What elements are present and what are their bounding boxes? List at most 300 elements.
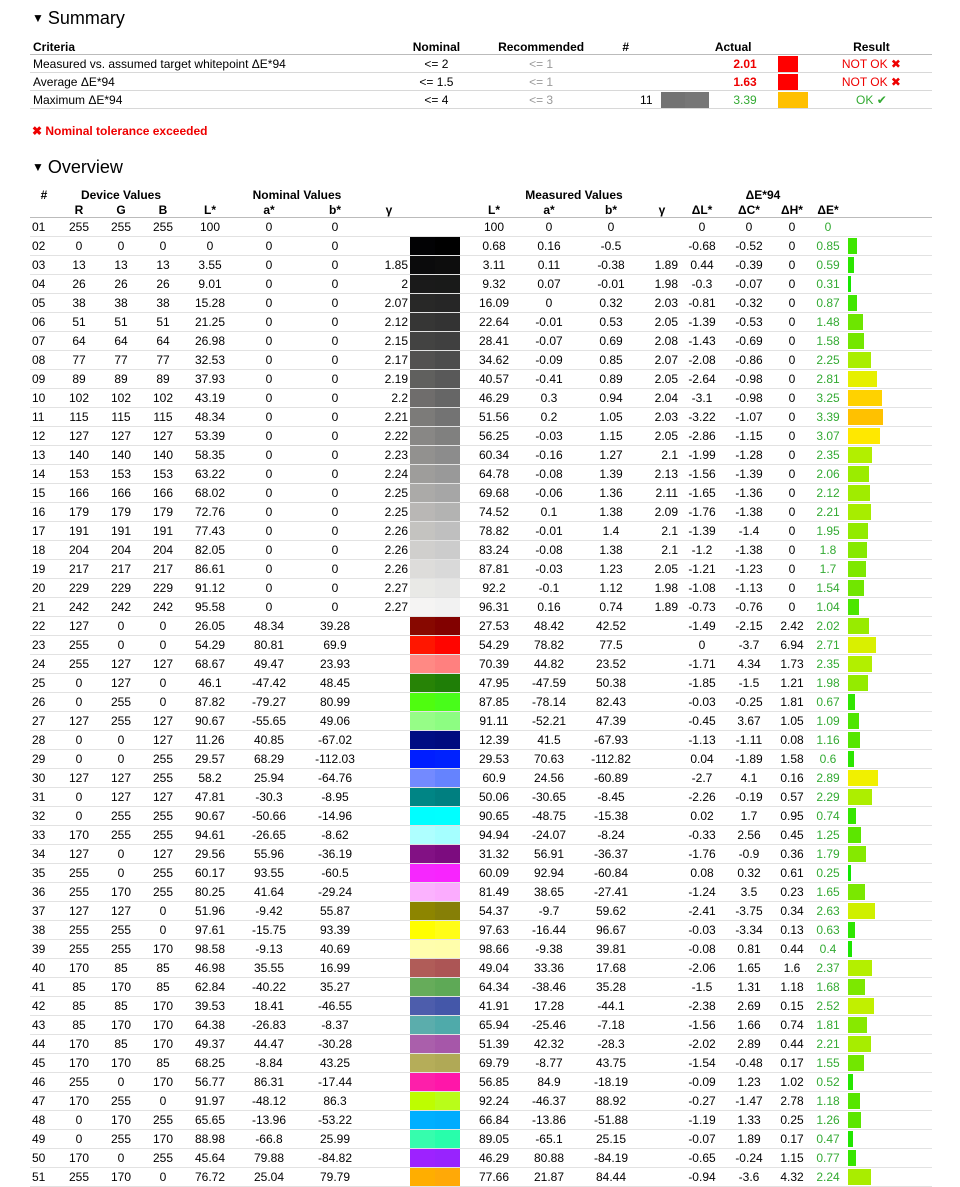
measured-gamma: 2.08 bbox=[644, 332, 680, 351]
measured-l: 27.53 bbox=[468, 617, 520, 636]
delta-h: 0.08 bbox=[774, 731, 810, 750]
measured-gamma: 2.05 bbox=[644, 370, 680, 389]
patch-number: 44 bbox=[30, 1035, 58, 1054]
overview-row bbox=[30, 560, 932, 579]
delta-e-header: ΔE*94 bbox=[745, 187, 781, 202]
measured-a: -78.14 bbox=[520, 693, 578, 712]
nominal-a: -8.84 bbox=[236, 1054, 302, 1073]
measured-l: 87.81 bbox=[468, 560, 520, 579]
nominal-a: 0 bbox=[236, 503, 302, 522]
measured-b: -84.19 bbox=[578, 1149, 644, 1168]
measured-color-swatch bbox=[410, 826, 435, 844]
delta-e: 1.16 bbox=[810, 731, 846, 750]
measured-b: 42.52 bbox=[578, 617, 644, 636]
delta-e-bar bbox=[848, 979, 865, 995]
color-swatch-cell bbox=[410, 446, 468, 465]
nominal-gamma bbox=[368, 674, 410, 693]
delta-c: 4.34 bbox=[724, 655, 774, 674]
nominal-a: 0 bbox=[236, 465, 302, 484]
patch-number: 26 bbox=[30, 693, 58, 712]
measured-a: 21.87 bbox=[520, 1168, 578, 1187]
overview-row bbox=[30, 446, 932, 465]
delta-h: 0 bbox=[774, 541, 810, 560]
device-r: 170 bbox=[58, 959, 100, 978]
delta-e-bar bbox=[848, 295, 857, 311]
nominal-a: 0 bbox=[236, 446, 302, 465]
delta-l: -2.64 bbox=[680, 370, 724, 389]
nominal-b: -29.24 bbox=[302, 883, 368, 902]
nominal-l: 72.76 bbox=[184, 503, 236, 522]
nominal-l: 51.96 bbox=[184, 902, 236, 921]
patch-number: 01 bbox=[30, 218, 58, 237]
delta-h: 0 bbox=[774, 237, 810, 256]
delta-h: 0.57 bbox=[774, 788, 810, 807]
nominal-color-swatch bbox=[435, 864, 460, 882]
nominal-l: 97.61 bbox=[184, 921, 236, 940]
delta-e-bar-cell bbox=[846, 788, 932, 807]
recommended-cell: <= 1 bbox=[486, 55, 596, 73]
measured-color-swatch bbox=[410, 940, 435, 958]
delta-e: 2.35 bbox=[810, 655, 846, 674]
delta-e-bar bbox=[848, 333, 864, 349]
delta-h: 0 bbox=[774, 408, 810, 427]
delta-l: -2.06 bbox=[680, 959, 724, 978]
device-g: 204 bbox=[100, 541, 142, 560]
measured-b: 1.38 bbox=[578, 503, 644, 522]
color-swatch-cell bbox=[410, 674, 468, 693]
delta-h: 0 bbox=[774, 579, 810, 598]
color-swatch-cell bbox=[410, 978, 468, 997]
delta-c: 1.31 bbox=[724, 978, 774, 997]
measured-l: 51.39 bbox=[468, 1035, 520, 1054]
patch-number: 33 bbox=[30, 826, 58, 845]
device-b: 255 bbox=[142, 807, 184, 826]
measured-b: 77.5 bbox=[578, 636, 644, 655]
measured-l: 98.66 bbox=[468, 940, 520, 959]
device-r: 64 bbox=[58, 332, 100, 351]
device-g: 13 bbox=[100, 256, 142, 275]
color-swatch-cell bbox=[410, 503, 468, 522]
nominal-color-swatch bbox=[435, 788, 460, 806]
nominal-color-swatch bbox=[435, 522, 460, 540]
device-g: 38 bbox=[100, 294, 142, 313]
measured-a: -48.75 bbox=[520, 807, 578, 826]
delta-e-bar bbox=[848, 808, 856, 824]
overview-section-title[interactable] bbox=[32, 157, 123, 178]
delta-e: 1.98 bbox=[810, 674, 846, 693]
count-swatch-cell bbox=[656, 73, 716, 91]
nominal-color-swatch bbox=[435, 1111, 460, 1129]
delta-e: 2.63 bbox=[810, 902, 846, 921]
device-b: 115 bbox=[142, 408, 184, 427]
measured-b: -8.45 bbox=[578, 788, 644, 807]
device-r: 255 bbox=[58, 655, 100, 674]
device-g: 127 bbox=[100, 769, 142, 788]
device-b: 255 bbox=[142, 218, 184, 237]
measured-l: 90.65 bbox=[468, 807, 520, 826]
measured-l: 60.9 bbox=[468, 769, 520, 788]
delta-e-bar-cell bbox=[846, 237, 932, 256]
device-g: 127 bbox=[100, 902, 142, 921]
delta-e-bar-cell bbox=[846, 731, 932, 750]
delta-c: -0.48 bbox=[724, 1054, 774, 1073]
delta-e-bar bbox=[848, 884, 865, 900]
nominal-b: -36.19 bbox=[302, 845, 368, 864]
delta-e: 0.52 bbox=[810, 1073, 846, 1092]
nominal-gamma: 2.19 bbox=[368, 370, 410, 389]
device-b: 204 bbox=[142, 541, 184, 560]
delta-e-bar bbox=[848, 998, 874, 1014]
collapse-triangle-icon[interactable]: ▼ bbox=[32, 11, 44, 25]
measured-b: 25.15 bbox=[578, 1130, 644, 1149]
delta-c: 1.23 bbox=[724, 1073, 774, 1092]
summary-body bbox=[30, 55, 932, 109]
measured-color-swatch bbox=[410, 275, 435, 293]
overview-body bbox=[30, 218, 932, 1187]
nominal-a: 0 bbox=[236, 579, 302, 598]
nominal-gamma: 2.07 bbox=[368, 294, 410, 313]
device-r: 204 bbox=[58, 541, 100, 560]
measured-a: -25.46 bbox=[520, 1016, 578, 1035]
delta-e-bar bbox=[848, 770, 878, 786]
delta-c: 2.89 bbox=[724, 1035, 774, 1054]
measured-gamma: 1.98 bbox=[644, 275, 680, 294]
patch-number: 40 bbox=[30, 959, 58, 978]
summary-section-title[interactable] bbox=[32, 8, 125, 29]
col-header-delta-c: ΔC* bbox=[724, 202, 774, 218]
nominal-color-swatch bbox=[435, 997, 460, 1015]
delta-l: -0.03 bbox=[680, 693, 724, 712]
device-b: 13 bbox=[142, 256, 184, 275]
measured-l: 49.04 bbox=[468, 959, 520, 978]
overview-row bbox=[30, 674, 932, 693]
delta-e-bar bbox=[848, 542, 867, 558]
device-r: 0 bbox=[58, 731, 100, 750]
summary-title-text: Summary bbox=[47, 8, 125, 28]
measured-b: 0.89 bbox=[578, 370, 644, 389]
delta-c: 2.56 bbox=[724, 826, 774, 845]
nominal-a: 0 bbox=[236, 313, 302, 332]
delta-e: 0.87 bbox=[810, 294, 846, 313]
delta-e-bar-cell bbox=[846, 807, 932, 826]
delta-h: 0.23 bbox=[774, 883, 810, 902]
delta-l: -1.43 bbox=[680, 332, 724, 351]
measured-gamma: 1.89 bbox=[644, 598, 680, 617]
nominal-l: 29.57 bbox=[184, 750, 236, 769]
device-b: 26 bbox=[142, 275, 184, 294]
delta-e: 0 bbox=[810, 218, 846, 237]
delta-c: -1.23 bbox=[724, 560, 774, 579]
delta-h: 0.74 bbox=[774, 1016, 810, 1035]
delta-h: 2.78 bbox=[774, 1092, 810, 1111]
measured-values-header: Measured Values bbox=[525, 187, 623, 202]
patch-number: 43 bbox=[30, 1016, 58, 1035]
delta-e: 3.39 bbox=[810, 408, 846, 427]
nominal-b: -60.5 bbox=[302, 864, 368, 883]
device-r: 255 bbox=[58, 1073, 100, 1092]
delta-l: -3.22 bbox=[680, 408, 724, 427]
delta-c: 1.33 bbox=[724, 1111, 774, 1130]
measured-b: 0.85 bbox=[578, 351, 644, 370]
color-swatch-cell bbox=[410, 1016, 468, 1035]
measured-a: -13.86 bbox=[520, 1111, 578, 1130]
measured-color-swatch bbox=[410, 1168, 435, 1186]
delta-l: -0.81 bbox=[680, 294, 724, 313]
nominal-l: 32.53 bbox=[184, 351, 236, 370]
nominal-a: 0 bbox=[236, 370, 302, 389]
nominal-b: -53.22 bbox=[302, 1111, 368, 1130]
nominal-l: 53.39 bbox=[184, 427, 236, 446]
device-g: 85 bbox=[100, 959, 142, 978]
device-b: 0 bbox=[142, 617, 184, 636]
device-g: 89 bbox=[100, 370, 142, 389]
device-g: 255 bbox=[100, 1130, 142, 1149]
nominal-b: 86.3 bbox=[302, 1092, 368, 1111]
summary-row bbox=[30, 73, 932, 91]
nominal-b: 93.39 bbox=[302, 921, 368, 940]
device-r: 0 bbox=[58, 1111, 100, 1130]
nominal-l: 76.72 bbox=[184, 1168, 236, 1187]
delta-e: 1.55 bbox=[810, 1054, 846, 1073]
measured-b: 59.62 bbox=[578, 902, 644, 921]
delta-e-bar-cell bbox=[846, 218, 932, 237]
nominal-gamma bbox=[368, 1073, 410, 1092]
device-b: 170 bbox=[142, 997, 184, 1016]
measured-color-swatch bbox=[410, 864, 435, 882]
device-b: 0 bbox=[142, 237, 184, 256]
measured-a: -0.41 bbox=[520, 370, 578, 389]
nominal-a: 0 bbox=[236, 218, 302, 237]
device-g: 255 bbox=[100, 921, 142, 940]
result-header: Result bbox=[811, 38, 932, 55]
measured-l: 94.94 bbox=[468, 826, 520, 845]
nominal-b: 0 bbox=[302, 218, 368, 237]
nominal-header: Nominal bbox=[387, 38, 486, 55]
device-b: 77 bbox=[142, 351, 184, 370]
device-r: 170 bbox=[58, 1149, 100, 1168]
nominal-values-header: Nominal Values bbox=[252, 187, 342, 202]
device-r: 0 bbox=[58, 750, 100, 769]
delta-c: -1.15 bbox=[724, 427, 774, 446]
delta-h: 0.17 bbox=[774, 1054, 810, 1073]
delta-e: 0.85 bbox=[810, 237, 846, 256]
nominal-color-swatch bbox=[435, 959, 460, 977]
delta-e-bar bbox=[848, 428, 880, 444]
delta-c: 0.32 bbox=[724, 864, 774, 883]
patch-number: 32 bbox=[30, 807, 58, 826]
nominal-color-swatch bbox=[435, 769, 460, 787]
delta-e: 0.74 bbox=[810, 807, 846, 826]
delta-l: -0.3 bbox=[680, 275, 724, 294]
overview-row bbox=[30, 769, 932, 788]
overview-row bbox=[30, 351, 932, 370]
measured-gamma bbox=[644, 940, 680, 959]
delta-l: -1.56 bbox=[680, 465, 724, 484]
delta-h: 0 bbox=[774, 598, 810, 617]
measured-color-swatch bbox=[410, 1092, 435, 1110]
delta-e-bar-cell bbox=[846, 370, 932, 389]
collapse-triangle-icon[interactable]: ▼ bbox=[32, 160, 44, 174]
nominal-color-swatch bbox=[435, 484, 460, 502]
color-swatch-cell bbox=[410, 617, 468, 636]
delta-e: 1.09 bbox=[810, 712, 846, 731]
col-header-nom-b: b* bbox=[302, 202, 368, 218]
measured-a: 0.16 bbox=[520, 237, 578, 256]
nominal-b: 0 bbox=[302, 294, 368, 313]
nominal-l: 68.25 bbox=[184, 1054, 236, 1073]
measured-a: 17.28 bbox=[520, 997, 578, 1016]
nominal-a: 79.88 bbox=[236, 1149, 302, 1168]
measured-gamma bbox=[644, 237, 680, 256]
nominal-a: 0 bbox=[236, 294, 302, 313]
nominal-gamma: 2.26 bbox=[368, 560, 410, 579]
overview-row bbox=[30, 712, 932, 731]
measured-l: 65.94 bbox=[468, 1016, 520, 1035]
device-b: 85 bbox=[142, 1054, 184, 1073]
measured-l: 47.95 bbox=[468, 674, 520, 693]
nominal-a: 0 bbox=[236, 598, 302, 617]
measured-a: 0.1 bbox=[520, 503, 578, 522]
delta-h: 6.94 bbox=[774, 636, 810, 655]
delta-l: -1.24 bbox=[680, 883, 724, 902]
overview-row bbox=[30, 902, 932, 921]
nominal-l: 15.28 bbox=[184, 294, 236, 313]
delta-e-bar bbox=[848, 941, 852, 957]
measured-color-swatch bbox=[410, 1073, 435, 1091]
measured-a: -0.03 bbox=[520, 427, 578, 446]
delta-e-bar bbox=[848, 447, 872, 463]
device-g: 127 bbox=[100, 655, 142, 674]
patch-number: 48 bbox=[30, 1111, 58, 1130]
patch-number: 47 bbox=[30, 1092, 58, 1111]
count-cell: 11 bbox=[596, 91, 656, 109]
measured-l: 87.85 bbox=[468, 693, 520, 712]
delta-c: -0.98 bbox=[724, 389, 774, 408]
delta-c: -3.34 bbox=[724, 921, 774, 940]
delta-h: 1.6 bbox=[774, 959, 810, 978]
nominal-color-swatch bbox=[435, 579, 460, 597]
nominal-l: 9.01 bbox=[184, 275, 236, 294]
measured-gamma bbox=[644, 1168, 680, 1187]
measured-a: -30.65 bbox=[520, 788, 578, 807]
overview-row bbox=[30, 1149, 932, 1168]
delta-c: 0.81 bbox=[724, 940, 774, 959]
measured-a: -9.38 bbox=[520, 940, 578, 959]
delta-e-bar bbox=[848, 751, 854, 767]
measured-l: 50.06 bbox=[468, 788, 520, 807]
delta-h: 0.15 bbox=[774, 997, 810, 1016]
color-swatch-cell bbox=[410, 313, 468, 332]
delta-c: 4.1 bbox=[724, 769, 774, 788]
col-header-meas-a: a* bbox=[520, 202, 578, 218]
measured-color-swatch bbox=[410, 712, 435, 730]
delta-c: -1.4 bbox=[724, 522, 774, 541]
nominal-b: 55.87 bbox=[302, 902, 368, 921]
nominal-a: 35.55 bbox=[236, 959, 302, 978]
nominal-l: 86.61 bbox=[184, 560, 236, 579]
delta-e-bar-cell bbox=[846, 332, 932, 351]
nominal-gamma: 2.2 bbox=[368, 389, 410, 408]
col-header-meas-gamma: γ bbox=[644, 202, 680, 218]
device-b: 51 bbox=[142, 313, 184, 332]
measured-l: 3.11 bbox=[468, 256, 520, 275]
delta-h: 1.73 bbox=[774, 655, 810, 674]
nominal-gamma: 2.25 bbox=[368, 484, 410, 503]
measured-l: 64.34 bbox=[468, 978, 520, 997]
delta-h: 0.13 bbox=[774, 921, 810, 940]
measured-color-swatch bbox=[410, 978, 435, 996]
delta-e-bar-cell bbox=[846, 636, 932, 655]
delta-l: 0 bbox=[680, 636, 724, 655]
count-cell bbox=[596, 55, 656, 73]
device-r: 170 bbox=[58, 1092, 100, 1111]
measured-color-swatch bbox=[410, 294, 435, 312]
nominal-gamma bbox=[368, 1054, 410, 1073]
measured-color-swatch bbox=[410, 598, 435, 616]
delta-h: 0 bbox=[774, 522, 810, 541]
measured-gamma bbox=[644, 845, 680, 864]
measured-a: -9.7 bbox=[520, 902, 578, 921]
patch-number: 39 bbox=[30, 940, 58, 959]
nominal-color-swatch bbox=[435, 389, 460, 407]
delta-e: 1.54 bbox=[810, 579, 846, 598]
measured-a: -0.07 bbox=[520, 332, 578, 351]
measured-l: 89.05 bbox=[468, 1130, 520, 1149]
nominal-l: 90.67 bbox=[184, 807, 236, 826]
nominal-b: -84.82 bbox=[302, 1149, 368, 1168]
measured-l: 46.29 bbox=[468, 389, 520, 408]
device-g: 77 bbox=[100, 351, 142, 370]
delta-e-bar-cell bbox=[846, 598, 932, 617]
nominal-gamma bbox=[368, 845, 410, 864]
measured-b: 84.44 bbox=[578, 1168, 644, 1187]
delta-l: -0.07 bbox=[680, 1130, 724, 1149]
measured-a: 0.07 bbox=[520, 275, 578, 294]
delta-l: -1.85 bbox=[680, 674, 724, 693]
actual-bar-cell bbox=[775, 91, 811, 109]
count-cell bbox=[596, 73, 656, 91]
delta-e-bar-cell bbox=[846, 902, 932, 921]
delta-e-bar-cell bbox=[846, 978, 932, 997]
color-swatch-cell bbox=[410, 1111, 468, 1130]
delta-e: 2.71 bbox=[810, 636, 846, 655]
device-b: 242 bbox=[142, 598, 184, 617]
color-swatch-cell bbox=[410, 826, 468, 845]
device-b: 89 bbox=[142, 370, 184, 389]
device-b: 127 bbox=[142, 712, 184, 731]
measured-gamma: 2.04 bbox=[644, 389, 680, 408]
nominal-l: 62.84 bbox=[184, 978, 236, 997]
measured-gamma bbox=[644, 883, 680, 902]
patch-number: 22 bbox=[30, 617, 58, 636]
measured-color-swatch bbox=[410, 1054, 435, 1072]
measured-a: 0.16 bbox=[520, 598, 578, 617]
color-swatch-cell bbox=[410, 959, 468, 978]
measured-color-swatch bbox=[410, 579, 435, 597]
patch-number: 45 bbox=[30, 1054, 58, 1073]
measured-l: 74.52 bbox=[468, 503, 520, 522]
nominal-a: 0 bbox=[236, 351, 302, 370]
delta-e: 2.24 bbox=[810, 1168, 846, 1187]
delta-e: 2.21 bbox=[810, 503, 846, 522]
overview-row bbox=[30, 864, 932, 883]
nominal-color-swatch bbox=[435, 921, 460, 939]
measured-b: -36.37 bbox=[578, 845, 644, 864]
measured-b: 1.4 bbox=[578, 522, 644, 541]
color-swatch-cell bbox=[410, 693, 468, 712]
col-header-g: G bbox=[100, 202, 142, 218]
measured-b: 0.69 bbox=[578, 332, 644, 351]
